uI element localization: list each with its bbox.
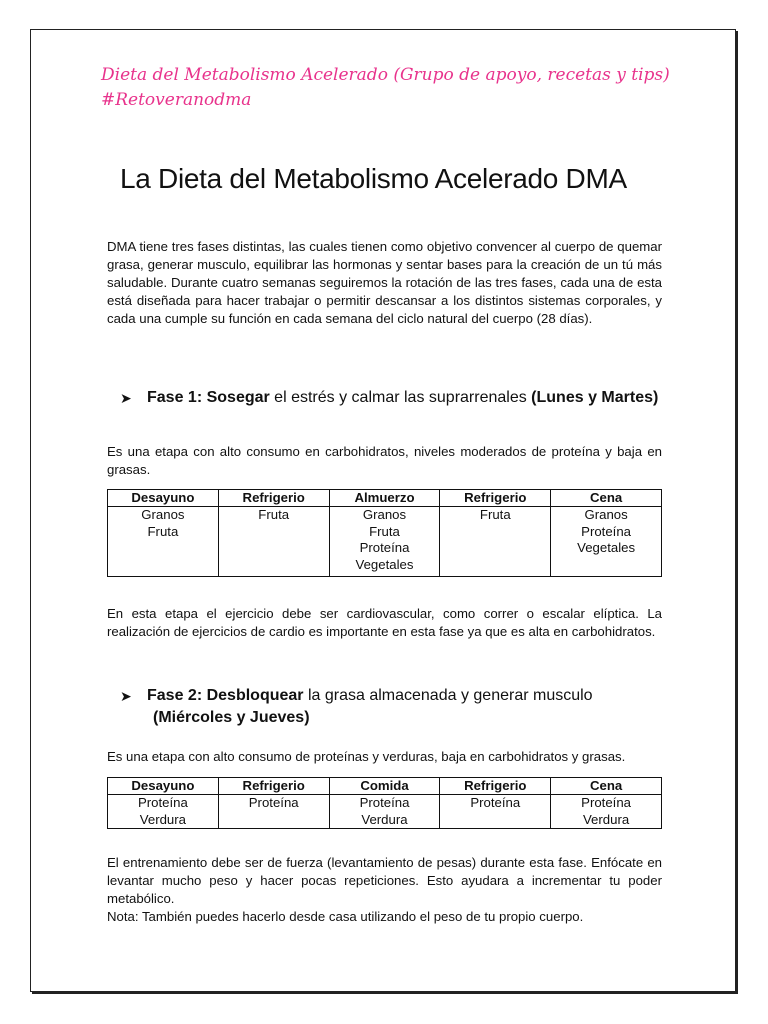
food-item: Proteína — [137, 795, 188, 810]
table-row — [108, 507, 662, 577]
food-item: Fruta — [147, 523, 179, 539]
table-header: Desayuno — [108, 778, 219, 795]
intro-paragraph: DMA tiene tres fases distintas, las cuales tienen como objetivo convencer al cuerpo de quemar grasa, generar musculo, equilibrar las hormonas y sentar bases para la creación de un tú más saludable. Durante cuatro semanas seguiremos la rotación de las tres fases, cada una de esta está diseñada para hacer trabajar o permitir descansar a los distintos sistemas corporales, y cada una cumple su función en cada semana del ciclo natural del cuerpo (28 días). — [107, 239, 662, 326]
table-header-row — [108, 778, 662, 795]
food-item: Proteína — [581, 523, 632, 539]
food-item: Fruta — [479, 507, 511, 522]
group-hashtag: #Retoveranodma — [101, 90, 252, 110]
phase2-heading — [120, 685, 660, 729]
food-item: Verdura — [361, 811, 408, 827]
table-header-row — [108, 490, 662, 507]
table-header: Refrigerio — [440, 490, 551, 507]
document-title: La Dieta del Metabolismo Acelerado DMA — [120, 163, 627, 194]
table-cell — [218, 795, 329, 829]
group-header — [101, 63, 670, 113]
table-cell — [551, 507, 662, 577]
phase1-description: Es una etapa con alto consumo en carbohidratos, niveles moderados de proteína y baja en grasas. — [107, 444, 662, 477]
food-item: Verdura — [582, 811, 630, 827]
phase2-days: (Miércoles y Jueves) — [153, 709, 310, 726]
phase2-exercise-text: El entrenamiento debe ser de fuerza (levantamiento de pesas) durante esta fase. Enfócate en levantar mucho peso y hacer pocas repeticiones. Esto ayudara a incrementar tu poder metabólico. — [107, 855, 662, 906]
food-item: Proteína — [581, 795, 632, 810]
group-name: Dieta del Metabolismo Acelerado (Grupo de apoyo, recetas y tips) — [101, 65, 670, 85]
phase2-note: Nota: También puedes hacerlo desde casa utilizando el peso de tu propio cuerpo. — [107, 909, 584, 924]
phase1-days: (Lunes y Martes) — [531, 389, 659, 406]
food-item: Vegetales — [577, 540, 636, 555]
phase1-label: Fase 1: — [147, 389, 203, 406]
phase1-heading — [120, 387, 660, 409]
food-item: Fruta — [369, 523, 400, 539]
phase2-label: Fase 2: — [147, 687, 203, 704]
phase1-rest: el estrés y calmar las suprarrenales — [269, 389, 532, 406]
phase2-keyword: Desbloquear — [206, 687, 304, 704]
table-row — [108, 795, 662, 829]
food-item: Proteína — [359, 540, 410, 555]
table-header: Cena — [551, 778, 662, 795]
table-header: Cena — [551, 490, 662, 507]
phase1-exercise: En esta etapa el ejercicio debe ser cardiovascular, como correr o escalar elíptica. La realización de ejercicios de cardio es importante en esta fase ya que es alta en carbohidratos. — [107, 606, 662, 639]
food-item: Proteína — [470, 795, 521, 810]
food-item: Granos — [141, 507, 185, 522]
phase2-rest: la grasa almacenada y generar musculo — [303, 687, 593, 704]
table-header: Almuerzo — [329, 490, 440, 507]
food-item: Proteína — [248, 795, 299, 810]
phase2-exercise — [107, 854, 662, 926]
table-cell — [218, 507, 329, 577]
arrow-bullet-icon: ➤ — [120, 390, 132, 406]
food-item: Fruta — [258, 507, 290, 522]
food-item: Granos — [362, 507, 407, 522]
table-cell — [108, 795, 219, 829]
food-item: Granos — [584, 507, 628, 522]
table-header: Desayuno — [108, 490, 219, 507]
phase2-meal-table — [107, 777, 662, 829]
phase1-meal-table — [107, 489, 662, 577]
arrow-bullet-icon: ➤ — [120, 688, 132, 704]
table-cell — [440, 507, 551, 577]
phase1-keyword: Sosegar — [206, 389, 270, 406]
table-header: Refrigerio — [218, 490, 329, 507]
table-cell — [329, 507, 440, 577]
table-header: Refrigerio — [218, 778, 329, 795]
table-cell — [440, 795, 551, 829]
table-header: Refrigerio — [440, 778, 551, 795]
table-cell — [329, 795, 440, 829]
food-item: Proteína — [359, 795, 410, 810]
phase2-description: Es una etapa con alto consumo de proteínas y verduras, baja en carbohidratos y grasas. — [107, 749, 626, 764]
table-cell — [551, 795, 662, 829]
table-cell — [108, 507, 219, 577]
food-item: Vegetales — [355, 556, 414, 572]
table-header: Comida — [329, 778, 440, 795]
food-item: Verdura — [139, 811, 186, 827]
